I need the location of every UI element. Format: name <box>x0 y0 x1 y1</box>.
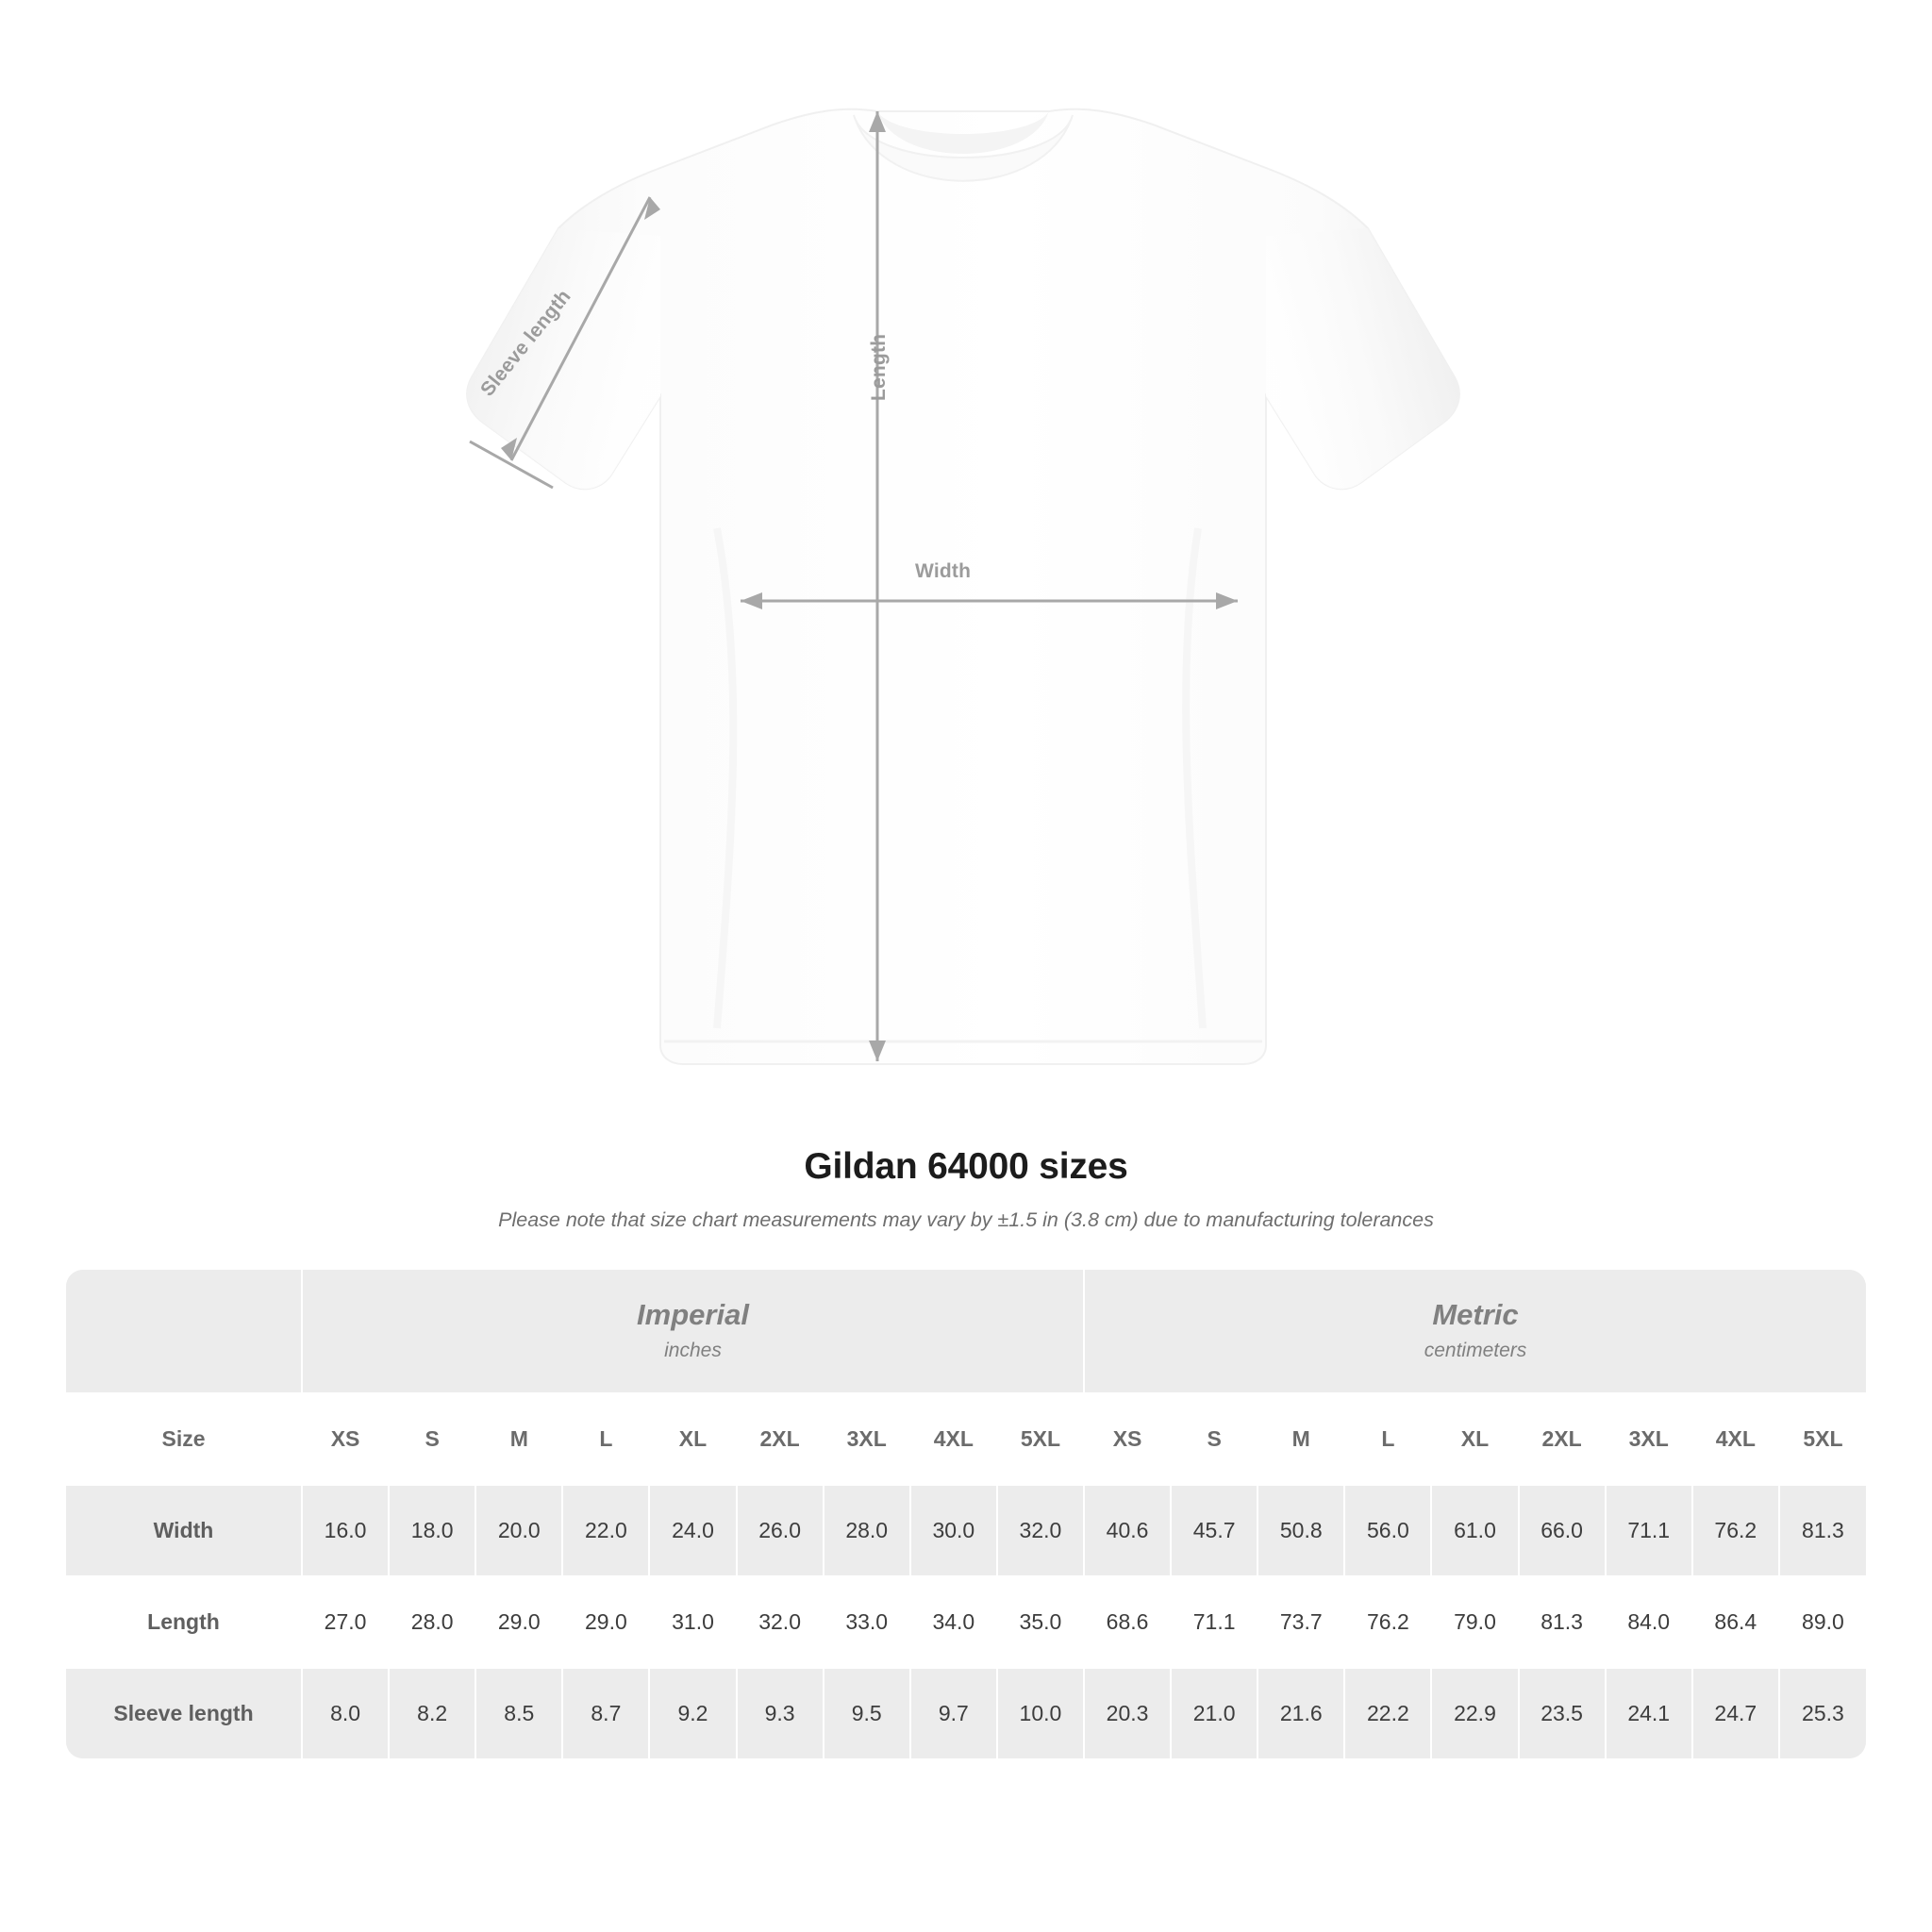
size-column-header: S <box>1171 1393 1257 1485</box>
table-cell: 27.0 <box>302 1576 389 1668</box>
table-cell: 8.2 <box>389 1668 475 1758</box>
table-cell: 31.0 <box>649 1576 736 1668</box>
unit-group-name: Imperial <box>637 1298 749 1331</box>
label-length: Length <box>868 333 890 401</box>
table-cell: 84.0 <box>1606 1576 1692 1668</box>
table-cell: 50.8 <box>1257 1485 1344 1576</box>
row-label: Sleeve length <box>66 1668 302 1758</box>
table-cell: 10.0 <box>997 1668 1084 1758</box>
table-cell: 33.0 <box>824 1576 910 1668</box>
table-cell: 30.0 <box>910 1485 997 1576</box>
unit-header-row <box>66 1270 1866 1393</box>
table-cell: 86.4 <box>1692 1576 1779 1668</box>
table-cell: 25.3 <box>1779 1668 1866 1758</box>
size-column-header: XS <box>302 1393 389 1485</box>
table-cell: 29.0 <box>475 1576 562 1668</box>
size-column-header: L <box>1344 1393 1431 1485</box>
table-cell: 34.0 <box>910 1576 997 1668</box>
page-title: Gildan 64000 sizes <box>804 1146 1128 1187</box>
unit-group-header <box>1084 1270 1866 1393</box>
size-column-header: 3XL <box>824 1393 910 1485</box>
table-cell: 32.0 <box>997 1485 1084 1576</box>
table-cell: 22.2 <box>1344 1668 1431 1758</box>
size-column-header: XS <box>1084 1393 1171 1485</box>
size-column-header: S <box>389 1393 475 1485</box>
table-cell: 35.0 <box>997 1576 1084 1668</box>
size-column-header: M <box>475 1393 562 1485</box>
table-cell: 18.0 <box>389 1485 475 1576</box>
table-cell: 20.0 <box>475 1485 562 1576</box>
size-column-header: 4XL <box>1692 1393 1779 1485</box>
table-cell: 8.0 <box>302 1668 389 1758</box>
row-label: Length <box>66 1576 302 1668</box>
size-table <box>66 1270 1866 1758</box>
size-column-header: 3XL <box>1606 1393 1692 1485</box>
table-cell: 68.6 <box>1084 1576 1171 1668</box>
table-cell: 21.0 <box>1171 1668 1257 1758</box>
table-cell: 8.7 <box>562 1668 649 1758</box>
table-cell: 24.7 <box>1692 1668 1779 1758</box>
size-column-header: M <box>1257 1393 1344 1485</box>
table-cell: 9.5 <box>824 1668 910 1758</box>
size-column-header: XL <box>1431 1393 1518 1485</box>
unit-group-sub: inches <box>664 1340 722 1361</box>
table-cell: 79.0 <box>1431 1576 1518 1668</box>
label-sleeve-length: Sleeve length <box>476 285 575 401</box>
table-cell: 22.9 <box>1431 1668 1518 1758</box>
table-cell: 20.3 <box>1084 1668 1171 1758</box>
tshirt-shape <box>467 109 1459 1064</box>
table-cell: 23.5 <box>1519 1668 1606 1758</box>
table-cell: 81.3 <box>1779 1485 1866 1576</box>
unit-header-spacer <box>66 1270 302 1393</box>
table-cell: 56.0 <box>1344 1485 1431 1576</box>
table-cell: 89.0 <box>1779 1576 1866 1668</box>
table-cell: 9.7 <box>910 1668 997 1758</box>
table-cell: 76.2 <box>1344 1576 1431 1668</box>
title-block <box>0 1146 1932 1232</box>
size-header-row <box>66 1393 1866 1485</box>
size-column-header: 5XL <box>1779 1393 1866 1485</box>
row-label: Width <box>66 1485 302 1576</box>
table-cell: 81.3 <box>1519 1576 1606 1668</box>
label-width: Width <box>915 560 972 582</box>
table-cell: 22.0 <box>562 1485 649 1576</box>
table-cell: 32.0 <box>737 1576 824 1668</box>
table-cell: 66.0 <box>1519 1485 1606 1576</box>
unit-group-sub: centimeters <box>1424 1340 1527 1361</box>
size-table-wrapper <box>66 1270 1866 1758</box>
table-cell: 24.1 <box>1606 1668 1692 1758</box>
table-cell: 71.1 <box>1171 1576 1257 1668</box>
table-cell: 9.3 <box>737 1668 824 1758</box>
table-row <box>66 1576 1866 1668</box>
unit-group-header <box>302 1270 1084 1393</box>
table-cell: 73.7 <box>1257 1576 1344 1668</box>
table-cell: 61.0 <box>1431 1485 1518 1576</box>
table-cell: 26.0 <box>737 1485 824 1576</box>
table-cell: 76.2 <box>1692 1485 1779 1576</box>
table-row <box>66 1485 1866 1576</box>
size-column-header: XL <box>649 1393 736 1485</box>
table-cell: 29.0 <box>562 1576 649 1668</box>
size-column-header: L <box>562 1393 649 1485</box>
table-cell: 8.5 <box>475 1668 562 1758</box>
table-cell: 40.6 <box>1084 1485 1171 1576</box>
table-cell: 28.0 <box>389 1576 475 1668</box>
tolerance-note: Please note that size chart measurements may vary by ±1.5 in (3.8 cm) due to manufacturing tolerances <box>498 1208 1434 1231</box>
size-header-label: Size <box>66 1393 302 1485</box>
table-row <box>66 1668 1866 1758</box>
size-column-header: 4XL <box>910 1393 997 1485</box>
table-cell: 71.1 <box>1606 1485 1692 1576</box>
size-column-header: 2XL <box>1519 1393 1606 1485</box>
table-cell: 45.7 <box>1171 1485 1257 1576</box>
table-cell: 21.6 <box>1257 1668 1344 1758</box>
table-cell: 9.2 <box>649 1668 736 1758</box>
unit-group-name: Metric <box>1432 1298 1519 1331</box>
table-cell: 24.0 <box>649 1485 736 1576</box>
size-column-header: 2XL <box>737 1393 824 1485</box>
size-column-header: 5XL <box>997 1393 1084 1485</box>
table-cell: 16.0 <box>302 1485 389 1576</box>
table-cell: 28.0 <box>824 1485 910 1576</box>
